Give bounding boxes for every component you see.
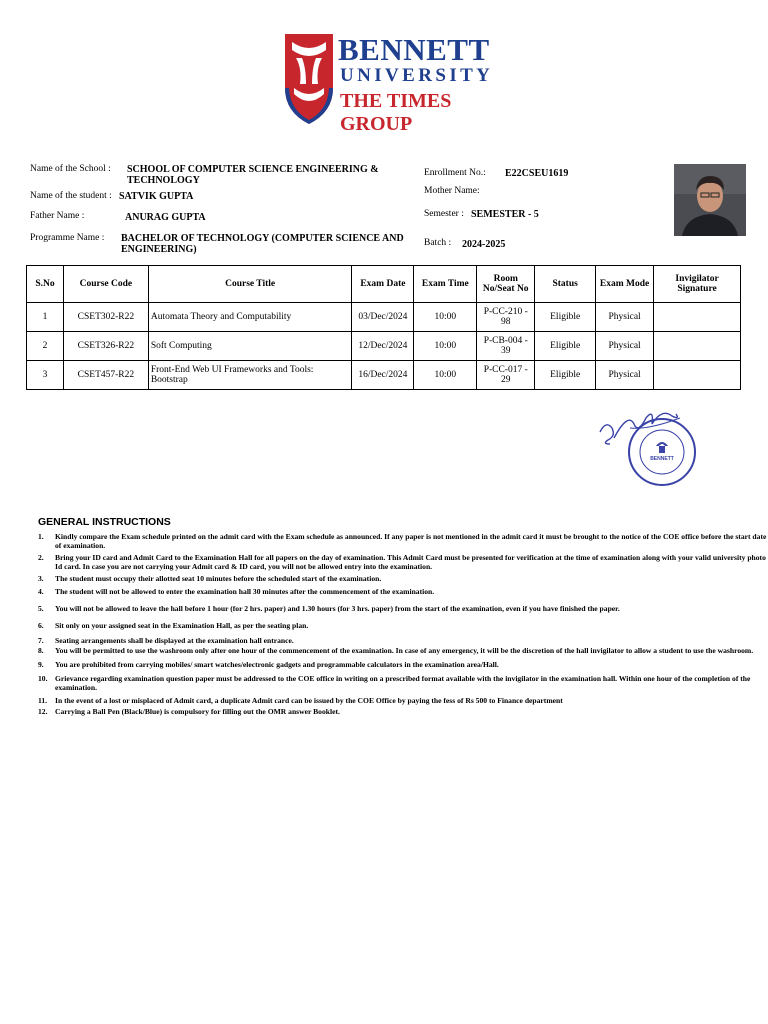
list-item	[38, 707, 768, 716]
examination-stamp-icon	[592, 404, 704, 490]
table-row	[27, 361, 741, 390]
cell-status: Eligible	[535, 332, 596, 361]
instruction-number: 2.	[38, 553, 44, 562]
programme-label: Programme Name :	[30, 233, 105, 243]
instruction-number: 12.	[38, 707, 48, 716]
cell-exam-date: 12/Dec/2024	[352, 332, 414, 361]
enrollment-value: E22CSEU1619	[505, 168, 569, 179]
list-item	[38, 646, 768, 655]
header-exam-time: Exam Time	[414, 266, 477, 303]
instruction-number: 4.	[38, 587, 44, 596]
cell-room-seat: P-CC-017 - 29	[477, 361, 535, 390]
list-item	[38, 621, 768, 630]
cell-course-title: Front-End Web UI Frameworks and Tools: Bootstrap	[148, 361, 352, 390]
cell-room-seat: P-CC-210 - 98	[477, 303, 535, 332]
father-name-value: ANURAG GUPTA	[125, 212, 206, 223]
instruction-number: 1.	[38, 532, 44, 541]
instruction-number: 7.	[38, 636, 44, 645]
cell-course-title: Soft Computing	[148, 332, 352, 361]
cell-exam-mode: Physical	[596, 332, 654, 361]
table-header-row	[27, 266, 741, 303]
instruction-text: Bring your ID card and Admit Card to the Examination Hall for all papers on the day of examination. This Admit Card must be presented for verification at the time of examination along with your valid university photo Id card. In case you are not carrying your Admit card & ID card, you will not be allowed entry into the examination.	[55, 553, 766, 571]
table-row	[27, 303, 741, 332]
student-name-value: SATVIK GUPTA	[119, 191, 194, 202]
cell-sno: 1	[27, 303, 64, 332]
student-photo	[674, 164, 746, 236]
cell-sno: 3	[27, 361, 64, 390]
header-invigilator-signature: Invigilator Signature	[654, 266, 741, 303]
list-item	[38, 587, 768, 596]
header-status: Status	[535, 266, 596, 303]
semester-value: SEMESTER - 5	[471, 209, 539, 220]
instruction-text: In the event of a lost or misplaced of Admit card, a duplicate Admit card can be issued by the COE Office by paying the fess of Rs 500 to Finance department	[55, 696, 563, 705]
cell-exam-date: 16/Dec/2024	[352, 361, 414, 390]
cell-exam-time: 10:00	[414, 303, 477, 332]
cell-exam-time: 10:00	[414, 332, 477, 361]
exam-schedule-table	[26, 265, 741, 390]
school-value: SCHOOL OF COMPUTER SCIENCE ENGINEERING & TECHNOLOGY	[127, 164, 379, 186]
instruction-text: You are prohibited from carrying mobiles/ smart watches/electronic gadgets and programmable calculators in the examination area/Hall.	[55, 660, 499, 669]
batch-label: Batch :	[424, 238, 452, 248]
list-item	[38, 553, 768, 571]
logo-university: UNIVERSITY	[340, 65, 494, 86]
svg-text:BENNETT: BENNETT	[650, 456, 674, 462]
logo-times-group: THE TIMES GROUP	[340, 90, 452, 135]
instruction-number: 11.	[38, 696, 48, 705]
list-item	[38, 574, 768, 583]
cell-status: Eligible	[535, 361, 596, 390]
instruction-text: Carrying a Ball Pen (Black/Blue) is compulsory for filling out the OMR answer Booklet.	[55, 707, 340, 716]
list-item	[38, 636, 768, 645]
instruction-number: 8.	[38, 646, 44, 655]
list-item	[38, 696, 768, 705]
list-item	[38, 660, 768, 669]
list-item	[38, 674, 768, 692]
shield-emblem-icon	[282, 28, 336, 126]
cell-exam-time: 10:00	[414, 361, 477, 390]
student-name-label: Name of the student :	[30, 191, 112, 201]
list-item	[38, 604, 768, 613]
cell-status: Eligible	[535, 303, 596, 332]
cell-course-title: Automata Theory and Computability	[148, 303, 352, 332]
instruction-text: Grievance regarding examination question paper must be addressed to the COE office in writing on a prescribed format available with the invigilator in the examination hall. Within one hour of the completion of the examination.	[55, 674, 751, 692]
instruction-text: The student will not be allowed to enter the examination hall 30 minutes after the commencement of the examination.	[55, 587, 435, 596]
header-exam-mode: Exam Mode	[596, 266, 654, 303]
batch-value: 2024-2025	[462, 239, 506, 250]
list-item	[38, 532, 768, 550]
header-exam-date: Exam Date	[352, 266, 414, 303]
cell-exam-mode: Physical	[596, 361, 654, 390]
cell-room-seat: P-CB-004 - 39	[477, 332, 535, 361]
school-label: Name of the School :	[30, 164, 111, 174]
enrollment-label: Enrollment No.:	[424, 168, 486, 178]
header-course-code: Course Code	[63, 266, 148, 303]
cell-invigilator-signature	[654, 303, 741, 332]
instruction-text: You will be permitted to use the washroom only after one hour of the commencement of the examination. In case of any emergency, it will be the discretion of the hall invigilator to allow a student to use the washroom.	[55, 646, 754, 655]
instruction-number: 6.	[38, 621, 44, 630]
logo-bennett: BENNETT	[338, 32, 490, 67]
cell-course-code: CSET326-R22	[63, 332, 148, 361]
instruction-text: Sit only on your assigned seat in the Examination Hall, as per the seating plan.	[55, 621, 309, 630]
instruction-number: 3.	[38, 574, 44, 583]
instruction-text: You will not be allowed to leave the hall before 1 hour (for 2 hrs. paper) and 1.30 hours (for 3 hrs. paper) from the start of the examination, even if you have finished the paper.	[55, 604, 620, 613]
instruction-text: Kindly compare the Exam schedule printed on the admit card with the Exam schedule as announced. If any paper is not mentioned in the admit card it must be brought to the notice of the COE office before the start date of examination.	[55, 532, 767, 550]
instruction-number: 5.	[38, 604, 44, 613]
semester-label: Semester :	[424, 209, 464, 219]
instructions-list	[38, 532, 768, 716]
mother-name-label: Mother Name:	[424, 186, 480, 196]
father-name-label: Father Name :	[30, 211, 85, 221]
cell-exam-mode: Physical	[596, 303, 654, 332]
instruction-number: 10.	[38, 674, 48, 683]
header-room-seat: Room No/Seat No	[477, 266, 535, 303]
instruction-text: The student must occupy their allotted seat 10 minutes before the scheduled start of the examination.	[55, 574, 382, 583]
cell-invigilator-signature	[654, 332, 741, 361]
cell-sno: 2	[27, 332, 64, 361]
cell-course-code: CSET302-R22	[63, 303, 148, 332]
student-photo-icon	[674, 164, 746, 236]
instructions-title: GENERAL INSTRUCTIONS	[38, 516, 171, 528]
cell-course-code: CSET457-R22	[63, 361, 148, 390]
header-course-title: Course Title	[148, 266, 352, 303]
instruction-text: Seating arrangements shall be displayed at the examination hall entrance.	[55, 636, 294, 645]
cell-invigilator-signature	[654, 361, 741, 390]
programme-value: BACHELOR OF TECHNOLOGY (COMPUTER SCIENCE AND ENGINEERING)	[121, 233, 404, 255]
instruction-number: 9.	[38, 660, 44, 669]
university-logo	[280, 26, 494, 135]
table-row	[27, 332, 741, 361]
header-sno: S.No	[27, 266, 64, 303]
cell-exam-date: 03/Dec/2024	[352, 303, 414, 332]
